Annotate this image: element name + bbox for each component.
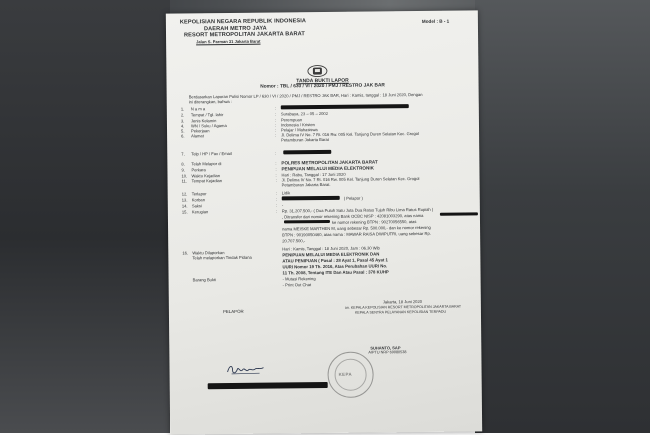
- field-label: Tempat Kejadian: [191, 178, 223, 184]
- desk-background-right: [475, 0, 650, 433]
- reporter-signature-icon: [225, 361, 265, 377]
- field-label: Alamat: [191, 133, 204, 139]
- field-number: 4.: [180, 123, 185, 129]
- field-value: Perempuan: [280, 117, 303, 123]
- document-number: Nomor : TBL / 630 / VI / 2020 / PMJ / RESTRO JAK BAR: [260, 83, 385, 90]
- intro-line-2: ini diterangkan, bahwa :: [188, 98, 233, 105]
- field-number: 2.: [180, 112, 185, 118]
- field-number: 9.: [181, 167, 185, 173]
- report-time-num: 16.: [182, 250, 189, 256]
- officer-rank: AIPTU NRP 69080538: [368, 350, 407, 355]
- field-label: Tempat / Tgl. lahir: [190, 112, 224, 118]
- field-colon: :: [275, 202, 277, 208]
- intro-line-1: Berdasarkan Laporan Polisi Nomor LP / 630 / VI / 2020 / PMJ / RESTRO JAK BAR, Hari : Kamis, tanggal : 18 Juni 2020, Dengan: [188, 91, 423, 100]
- crime-line: 11 Th. 2008, Tentang ITE Dan Atau Pasal : 378 KUHP: [282, 269, 389, 276]
- field-value: POLRES METROPOLITAN JAKARTA BARAT: [281, 159, 378, 166]
- header-line-1: KEPOLISIAN NEGARA REPUBLIK INDONESIA: [179, 18, 307, 26]
- document-title: TANDA BUKTI LAPOR: [296, 77, 349, 85]
- field-colon: :: [275, 208, 278, 214]
- crime-line: PENIPUAN MELALUI MEDIA ELEKTRONIK DAN: [282, 251, 380, 258]
- field-value: Indonesia / Kristen: [280, 122, 315, 128]
- header-address: Jalan S. Parman 31 Jakarta Barat: [196, 38, 261, 45]
- field-colon: :: [275, 166, 277, 172]
- report-time-value: Hari : Kamis, Tanggal : 18 Juni 2020, Jam : 06.30 Wib: [282, 245, 380, 252]
- header-line-2: DAERAH METRO JAYA: [203, 25, 267, 32]
- field-label: Jenis Kelamin: [190, 118, 217, 124]
- field-value: Jl. Delima IV No. 7 Rt. 016 Rw. 005 Kel. Tanjung Duren Selatan Kec. Grogol: [281, 131, 419, 138]
- field-number: 11.: [181, 178, 187, 184]
- redacted-name: [281, 104, 409, 109]
- redacted-phone: [283, 150, 331, 154]
- field-label: Korban: [191, 197, 205, 203]
- crime-line: UURI Nomor 19 Th. 2016, Atas Perubahan UURI No.: [282, 263, 388, 270]
- field-label: WN / Suku / Agama: [190, 123, 227, 129]
- field-label: Terlapor: [191, 191, 207, 197]
- field-colon: :: [274, 105, 276, 111]
- desk-background-left: [0, 0, 170, 433]
- on-behalf-line: an. KEPALA KEPOLISIAN RESORT METROPOLITAN JAKARTA BARAT: [344, 304, 462, 310]
- loss-detail-line: BTPN : 90190050460, atas nama : MAWAR RAISA DWIPUTRI, uang sebesar Rp.: [282, 230, 431, 238]
- redacted-account-holder: [440, 212, 478, 216]
- field-colon: :: [275, 132, 277, 138]
- field-number: 13.: [181, 197, 188, 203]
- field-label: Waktu Kejadian: [191, 173, 221, 179]
- loss-detail-line: 20.707.500,-: [282, 238, 306, 244]
- field-number: 5.: [181, 128, 185, 134]
- field-colon: :: [275, 190, 277, 196]
- field-label: Kerugian: [191, 209, 209, 215]
- official-stamp: [327, 351, 373, 397]
- evidence-item: - Print Out Chat: [282, 282, 312, 288]
- reporter-label: PELAPOR: [222, 308, 244, 315]
- model-code: Model : B - 1: [421, 18, 450, 24]
- field-number: 10.: [181, 173, 188, 179]
- field-number: 1.: [180, 106, 185, 112]
- officer-name: SUHANTO, SAP: [370, 345, 401, 351]
- crime-label: Telah melaporkan Tindak Pidana: [192, 254, 252, 261]
- loss-detail-line: , Ditransfer dari nomor rekening Bank OCBC NISP : 42081003290, atas nama: [281, 212, 424, 220]
- stamp-text: KEPA: [338, 371, 353, 377]
- field-label: N a m a: [190, 106, 206, 112]
- field-colon: :: [274, 117, 277, 123]
- field-label: Telp / HP / Fax / Email: [191, 150, 232, 157]
- field-number: 3.: [180, 118, 185, 124]
- signing-date: Jakarta, 18 Juni 2020: [382, 298, 423, 305]
- evidence-item: - Mutasi Rekening: [282, 276, 316, 282]
- unit-line: KEPALA SENTRA PELAYANAN KEPOLISIAN TERPADU: [354, 309, 447, 315]
- crime-line: ATAU PENIPUAN ( Pasal : 28 Ayat 1, Pasal 45 Ayat 1: [282, 257, 388, 264]
- evidence-label: Barang Bukti: [192, 277, 217, 283]
- field-label: Saksi: [191, 203, 202, 209]
- redacted-reporter-name: [208, 382, 328, 389]
- field-colon: :: [274, 111, 277, 117]
- field-colon: :: [275, 127, 277, 133]
- field-value: Pelajar / Mahasiswa: [281, 127, 318, 133]
- loss-detail-line: ke nomor rekening BTPN : 90270056550, atas: [331, 219, 417, 225]
- field-colon: :: [274, 122, 277, 128]
- field-colon: :: [275, 172, 277, 178]
- header-line-3: RESORT METROPOLITAN JAKARTA BARAT: [184, 31, 305, 39]
- field-value: ( Pelapor ): [343, 195, 363, 201]
- field-label: Telah Melapor di: [191, 161, 222, 167]
- field-label: Perkara: [191, 167, 206, 173]
- field-colon: :: [275, 177, 277, 183]
- field-value: Jl. Delima IV No. 7 Rt. 016 Rw. 005 Kel. Tanjung Duren Selatan Kec. Grogol: [281, 175, 420, 183]
- report-time-label: Waktu Dilaporkan: [192, 250, 225, 256]
- field-number: 14.: [181, 203, 188, 209]
- redacted-victim: [282, 196, 340, 200]
- field-value: -: [281, 202, 284, 208]
- loss-detail-line: nama MEISKE MARTHEN M, uang sebesar Rp. 500.000,- dan ke nomor rekening: [282, 224, 431, 232]
- field-number: 15.: [181, 209, 188, 215]
- field-number: 6.: [181, 133, 185, 139]
- field-number: 7.: [181, 151, 185, 157]
- report-receipt-document: [166, 10, 482, 434]
- police-emblem-icon: [306, 64, 328, 78]
- field-value: Lidik: [281, 190, 291, 196]
- redacted-account-holder-2: [284, 220, 330, 224]
- field-colon: :: [275, 196, 277, 202]
- field-value: Petamburan Jakarta Barat.: [281, 181, 331, 188]
- field-colon: :: [275, 150, 277, 156]
- field-number: 8.: [181, 161, 185, 167]
- field-value: Rp. 31.207.500,- ( Dua Puluh Satu Juta Dua Ratus Tujuh Ribu Lima Ratus Rupiah ): [281, 206, 434, 214]
- field-number: 12.: [181, 191, 188, 197]
- field-value: Petamburan Jakarta Barat: [281, 136, 329, 143]
- field-value: PENIPUAN MELALUI MEDIA ELEKTRONIK: [281, 165, 374, 172]
- field-colon: :: [275, 160, 277, 166]
- field-value: Surabaya, 23 – 05 – 2002: [280, 110, 329, 117]
- field-value: Hari : Rabu, Tanggal : 17 Juni 2020: [281, 171, 346, 178]
- field-label: Pekerjaan: [191, 128, 210, 134]
